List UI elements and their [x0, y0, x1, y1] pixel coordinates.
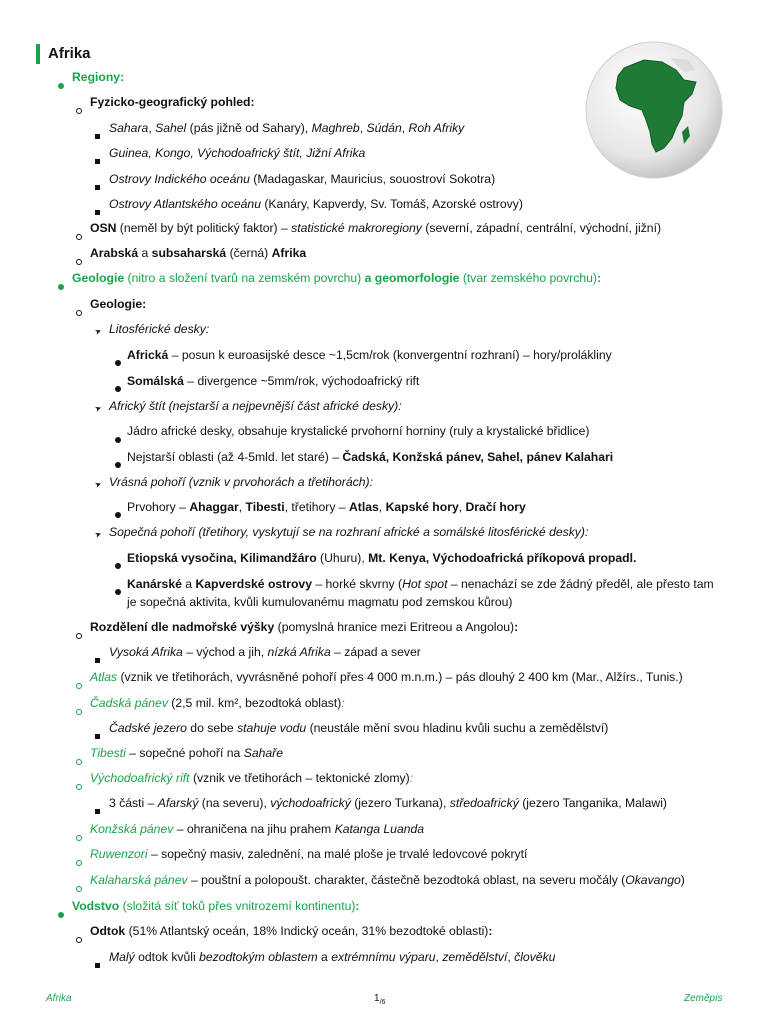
bullet-icon	[115, 380, 121, 396]
list-item: Čadské jezero do sebe stahuje vodu (neustále mění svou hladinu kvůli suchu a zemědělství)	[109, 721, 609, 735]
list-item: Kalaharská pánev – pouštní a polopoušt. charakter, částečně bezodtoká oblast, na severu močály (Okavango)	[90, 873, 685, 887]
section-heading: Vodstvo (složitá síť toků přes vnitrozemí kontinentu):	[72, 899, 360, 913]
bullet-icon	[115, 557, 121, 573]
list-item: Malý odtok kvůli bezodtokým oblastem a extrémnímu výparu, zemědělství, člověku	[109, 950, 556, 964]
bullet-icon	[76, 880, 82, 896]
list-item: Vysoká Afrika – východ a jih, nízká Afrika – západ a sever	[109, 645, 421, 659]
list-item: Ostrovy Indického oceánu (Madagaskar, Mauricius, souostroví Sokotra)	[109, 172, 496, 186]
bullet-icon	[76, 931, 82, 947]
section-heading: Regiony:	[72, 70, 125, 84]
list-item: Etiopská vysočina, Kilimandžáro (Uhuru), Mt. Kenya, Východoafrická příkopová propadl.	[127, 551, 637, 565]
subheading: Odtok (51% Atlantský oceán, 18% Indický oceán, 31% bezodtoké oblasti):	[90, 924, 493, 938]
list-item: Ostrovy Atlantského oceánu (Kanáry, Kapverdy, Sv. Tomáš, Azorské ostrovy)	[109, 197, 523, 211]
list-item: Atlas (vznik ve třetihorách, vyvrásněné pohoří přes 4 000 m.n.m.) – pás dlouhý 2 400 km (Mar., Alžírs., Tunis.)	[90, 670, 683, 684]
bullet-icon	[95, 152, 100, 168]
subheading: Fyzicko-geografický pohled:	[90, 95, 255, 109]
list-item: 3 části – Afarský (na severu), východoafrický (jezero Turkana), středoafrický (jezero Tanganika, Malawi)	[109, 796, 667, 810]
bullet-icon	[76, 228, 82, 244]
section-heading: Geologie (nitro a složení tvarů na zemském povrchu) a geomorfologie (tvar zemského povrchu):	[72, 271, 601, 285]
bullet-icon	[76, 829, 82, 845]
bullet-icon	[58, 278, 64, 294]
bullet-icon	[76, 253, 82, 269]
bullet-icon	[95, 178, 100, 194]
list-item: Somálská – divergence ~5mm/rok, východoafrický rift	[127, 374, 420, 388]
bullet-icon	[115, 506, 121, 522]
list-item: Konžská pánev – ohraničena na jihu prahem Katanga Luanda	[90, 822, 425, 836]
list-item: Sahara, Sahel (pás jižně od Sahary), Maghreb, Súdán, Roh Afriky	[109, 121, 465, 135]
bullet-icon	[58, 77, 64, 93]
bullet-icon	[115, 354, 121, 370]
list-item: Guinea, Kongo, Východoafrický štít, Jižní Afrika	[109, 146, 366, 160]
list-item: Vrásná pohoří (vznik v prvohorách a třetihorách):	[109, 475, 373, 489]
bullet-icon	[58, 906, 64, 922]
bullet-icon	[95, 651, 100, 667]
bullet-icon	[115, 583, 121, 599]
list-item: Kanárské a Kapverdské ostrovy – horké skvrny (Hot spot – nenachází se zde žádný předěl, ale přesto tam je sopečná aktivita, kvůli kumulovanému magmatu pod zemskou kůrou)	[127, 577, 714, 609]
list-item: Čadská pánev (2,5 mil. km², bezodtoká oblast):	[90, 696, 345, 710]
arrow-bullet-icon: ➤	[93, 529, 103, 540]
bullet-icon	[95, 727, 100, 743]
list-item: Nejstarší oblasti (až 4-5mld. let staré) – Čadská, Konžská pánev, Sahel, pánev Kalahari	[127, 450, 614, 464]
bullet-icon	[115, 456, 121, 472]
arrow-bullet-icon: ➤	[93, 479, 103, 490]
arrow-bullet-icon: ➤	[93, 403, 103, 414]
bullet-icon	[76, 304, 82, 320]
page-title: Afrika	[36, 44, 91, 64]
subheading: Rozdělení dle nadmořské výšky (pomyslná hranice mezi Eritreou a Angolou):	[90, 620, 519, 634]
bullet-icon	[95, 956, 100, 972]
footer-left: Afrika	[46, 993, 72, 1004]
list-item: OSN (neměl by být politický faktor) – statistické makroregiony (severní, západní, centrální, východní, jižní)	[90, 221, 662, 235]
bullet-icon	[76, 677, 82, 693]
bullet-icon	[76, 854, 82, 870]
bullet-icon	[76, 703, 82, 719]
bullet-icon	[95, 802, 100, 818]
page-number: $1_{/6}$	[374, 993, 386, 1006]
list-item: Litosférické desky:	[109, 322, 210, 336]
list-item: Africká – posun k euroasijské desce ~1,5cm/rok (konvergentní rozhraní) – hory/prolákliny	[127, 348, 612, 362]
bullet-icon	[76, 627, 82, 643]
africa-globe-image	[584, 40, 724, 180]
bullet-icon	[95, 203, 100, 219]
list-item: Východoafrický rift (vznik ve třetihorách – tektonické zlomy):	[90, 771, 414, 785]
list-item: Ruwenzori – sopečný masiv, zalednění, na malé ploše je trvalé ledovcové pokrytí	[90, 847, 528, 861]
list-item: Africký štít (nejstarší a nejpevnější část africké desky):	[109, 399, 402, 413]
list-item: Arabská a subsaharská (černá) Afrika	[90, 246, 307, 260]
subheading: Geologie:	[90, 297, 147, 311]
list-item: Prvohory – Ahaggar, Tibesti, třetihory – Atlas, Kapské hory, Dračí hory	[127, 500, 526, 514]
bullet-icon	[95, 127, 100, 143]
list-item: Tibesti – sopečné pohoří na Sahaře	[90, 746, 284, 760]
arrow-bullet-icon: ➤	[93, 326, 103, 337]
bullet-icon	[76, 102, 82, 118]
bullet-icon	[115, 431, 121, 447]
bullet-icon	[76, 778, 82, 794]
bullet-icon	[76, 753, 82, 769]
list-item: Jádro africké desky, obsahuje krystalické prvohorní horniny (ruly a krystalické břidlice)	[127, 424, 590, 438]
list-item: Sopečná pohoří (třetihory, vyskytují se na rozhraní africké a somálské litosférické desky):	[109, 525, 589, 539]
footer-right: Zeměpis	[684, 993, 723, 1004]
